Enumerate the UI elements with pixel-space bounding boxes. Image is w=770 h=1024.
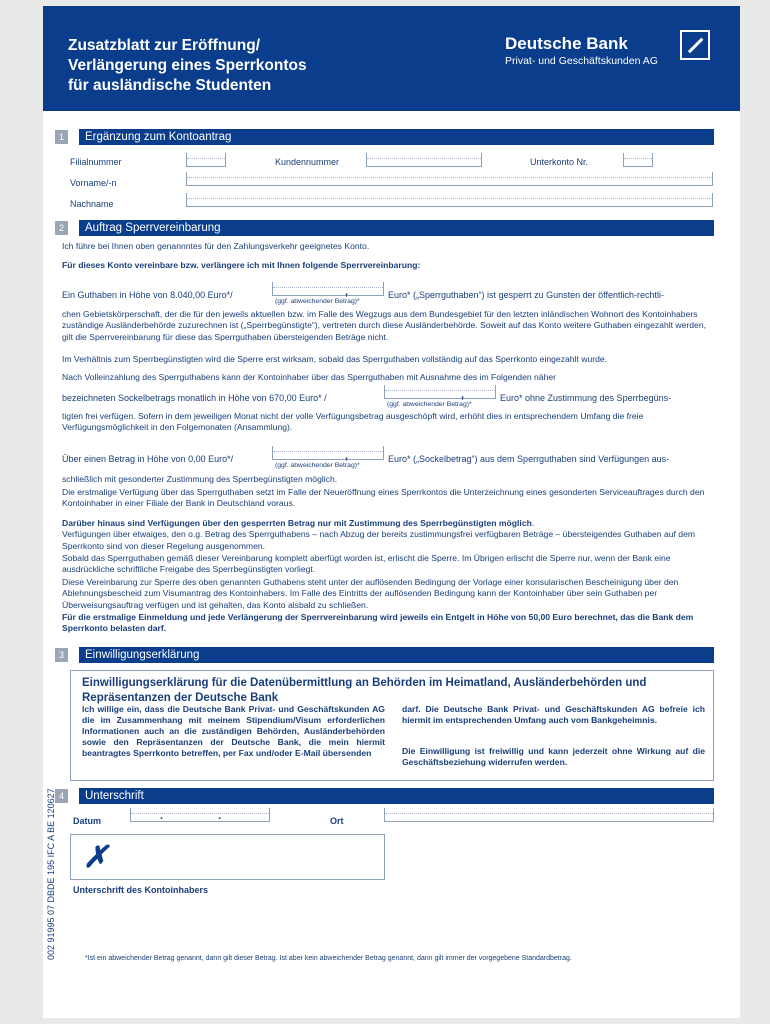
signature-x-icon: ✗	[83, 841, 109, 874]
guthaben-label: Ein Guthaben in Höhe von 8.040,00 Euro*/	[62, 290, 233, 300]
filiale-label: Filialnummer	[70, 157, 122, 167]
s2-p3: chen Gebietskörperschaft, der die für den jeweils aktuellen bzw. im Falle des Wegzugs aus dem Bundesgebiet für den letzten inländischen Wohnort des Kontoinhabers zuständige Ausländerbehörde zuzurechnen ist („Sperrbegünstigte“), vertreten durch diese Ausländerbehörde. Soweit auf das Konto weitere Guthaben eingezahlt werden, gilt die Sperrvereinbarung für diese das Sperrguthaben übersteigenden Beträge nicht.	[62, 309, 706, 342]
s2-p9-bold: Darüber hinaus sind Verfügungen über den gesperrten Betrag nur mit Zustimmung des Sperrbegünstigten möglich	[62, 518, 532, 528]
s2-p7: schließlich mit gesonderter Zustimmung des Sperrbegünstigten möglich.	[62, 474, 338, 484]
section-4-number: 4	[55, 789, 68, 803]
guthaben-field[interactable]	[272, 282, 384, 296]
s2-intro: Ich führe bei Ihnen oben genannntes für den Zahlungsverkehr geeignetes Konto.	[62, 241, 370, 251]
s2-p9-text: Verfügungen über etwaiges, den o.g. Betrag des Sperrguthabens – nach Abzug der bereits zustimmungsfrei verfügbaren Beträge – übersteigendes Guthaben auf dem Sperrkonto sind von dieser Regelung ausgenommen.	[62, 529, 696, 551]
guthaben-hint: (ggf. abweichender Betrag)*	[275, 298, 360, 305]
betrag-label: Über einen Betrag in Höhe von 0,00 Euro*/	[62, 454, 234, 464]
deutsche-bank-logo-icon	[680, 30, 710, 60]
form-title: Zusatzblatt zur Eröffnung/ Verlängerung eines Sperrkontos für ausländische Studenten	[68, 37, 307, 94]
consent-right-text-1: darf. Die Deutsche Bank Privat- und Geschäftskunden AG befreie ich hiermit im entsprechenden Umfang auch vom Bankgeheimnis.	[402, 704, 705, 725]
nachname-label: Nachname	[70, 199, 114, 209]
s2-p11: Diese Vereinbarung zur Sperre des oben genannten Guthabens steht unter der auflösenden Bedingung der Vorlage einer konsularischen Bescheinigung über den Ablehnungsbescheid zum Visumantrag des Kontoinhabers. Im Falle des Eintritts der auflösenden Bedingung kann der Kontoinhaber über sein Guthaben per Überweisungsauftrag verfügen und ist gehalten, das Konto alsbald zu schließen.	[62, 577, 679, 610]
s2-p12: Für die erstmalige Einmeldung und jede Verlängerung der Sperrvereinbarung wird jeweils ein Entgelt in Höhe von 50,00 Euro berechnet, das die Bank dem Sperrkonto belasten darf.	[62, 612, 694, 634]
section-2-title: Auftrag Sperrvereinbarung	[79, 220, 714, 236]
section-2-number: 2	[55, 221, 68, 235]
signature-field[interactable]	[70, 834, 385, 880]
kunde-label: Kundennummer	[275, 157, 340, 167]
unterkonto-field[interactable]	[623, 153, 653, 167]
ort-label: Ort	[330, 816, 344, 826]
s2-p8: Die erstmalige Verfügung über das Sperrguthaben setzt im Falle der Neueröffnung eines Sperrkontos die Unterzeichnung eines gesonderten Serviceauftrages durch den Kontoinhaber in einer Filiale der Bank in Deutschland voraus.	[62, 487, 705, 509]
sockel-label-2: Euro* ohne Zustimmung des Sperrbegüns-	[500, 393, 672, 403]
section-1-number: 1	[55, 130, 68, 144]
filiale-field[interactable]	[186, 153, 226, 167]
sockel-label: bezeichneten Sockelbetrags monatlich in Höhe von 670,00 Euro* /	[62, 393, 327, 403]
datum-dots: . .	[160, 810, 248, 822]
form-code: 002 91995 07 DBDE 195 IFC A BE 120627	[46, 788, 56, 960]
section-1-title: Ergänzung zum Kontoantrag	[79, 129, 714, 145]
section-3-number: 3	[55, 648, 68, 662]
guthaben-comma: ,	[345, 286, 349, 298]
signature-label: Unterschrift des Kontoinhabers	[73, 885, 209, 895]
footnote: *Ist ein abweichender Betrag genannt, dann gilt dieser Betrag. Ist aber kein abweichender Betrag genannt, dann gilt immer der vorgegebene Standardbetrag.	[85, 955, 572, 962]
consent-heading: Einwilligungserklärung für die Datenübermittlung an Behörden im Heimatland, Ausländerbehörden und Repräsentanzen der Deutsche Bank	[82, 677, 647, 704]
consent-right-text-2: Die Einwilligung ist freiwillig und kann jederzeit ohne Wirkung auf die Geschäftsbeziehung widerrufen werden.	[402, 746, 705, 767]
bank-subtitle: Privat- und Geschäftskunden AG	[505, 55, 658, 67]
unterkonto-label: Unterkonto Nr.	[530, 157, 589, 167]
nachname-field[interactable]	[186, 193, 713, 207]
s2-p9: Darüber hinaus sind Verfügungen über den gesperrten Betrag nur mit Zustimmung des Sperrbegünstigten möglich. Verfügungen über etwaiges, den o.g. Betrag des Sperrguthabens – nach Abzug der bereits zustimmungsfrei verfügbaren Beträge – übersteigendes Guthaben auf dem Sperrkonto sind von dieser Regelung ausgenommen.	[62, 518, 696, 551]
guthaben-label-2: Euro* („Sperrguthaben“) ist gesperrt zu Gunsten der öffentlich-rechtli-	[388, 290, 664, 300]
sockel-monthly-field[interactable]	[384, 385, 496, 399]
sockel-comma: ,	[461, 389, 465, 401]
s2-intro-bold: Für dieses Konto vereinbare bzw. verlängere ich mit Ihnen folgende Sperrvereinbarung:	[62, 260, 421, 270]
betrag-comma: ,	[345, 450, 349, 462]
betrag-field[interactable]	[272, 446, 384, 460]
betrag-label-2: Euro* („Sockelbetrag“) aus dem Sperrguthaben sind Verfügungen aus-	[388, 454, 670, 464]
s2-p10: Sobald das Sperrguthaben gemäß dieser Vereinbarung komplett aberfügt worden ist, erlischt die Sperre. Im Übrigen erlischt die Sperre nur, wenn der Bank eine ausdrückliche schriftliche Freigabe des Sperrbegünstigten vorliegt.	[62, 553, 671, 575]
vorname-field[interactable]	[186, 172, 713, 186]
vorname-label: Vorname/-n	[70, 178, 117, 188]
s2-p4: Im Verhältnis zum Sperrbegünstigten wird die Sperre erst wirksam, sobald das Sperrguthaben vollständig auf das Sperrkonto eingezahlt wurde.	[62, 354, 608, 364]
s2-p6: tigten frei verfügen. Sofern in dem jeweiligen Monat nicht der volle Verfügungsbetrag ausgeschöpft wird, erhöht dies in entsprechendem Umfang die freie Verfügungsmöglichkeit in den Folgemonaten (Ansammlung).	[62, 411, 644, 433]
betrag-hint: (ggf. abweichender Betrag)*	[275, 462, 360, 469]
ort-field[interactable]	[384, 808, 714, 822]
s2-p5: Nach Volleinzahlung des Sperrguthabens kann der Kontoinhaber über das Sperrguthaben mit Ausnahme des im Folgenden näher	[62, 372, 556, 382]
section-3-title: Einwilligungserklärung	[79, 647, 714, 663]
sockel-hint: (ggf. abweichender Betrag)*	[387, 401, 472, 408]
kunde-field[interactable]	[366, 153, 482, 167]
datum-label: Datum	[73, 816, 102, 826]
section-4-title: Unterschrift	[79, 788, 714, 804]
bank-name: Deutsche Bank	[505, 34, 628, 53]
consent-left-text: Ich willige ein, dass die Deutsche Bank Privat- und Geschäftskunden AG die im Zusammenhang mit meinem Stipendium/Visum erforderlichen Informationen auch an die zuständigen Behörden, Ausländerbehörden sowie den Repräsentanzen der Deutsche Bank, die mein hiermit beantragtes Sperrkonto betreffen, per Fax und/oder E-Mail übersenden	[82, 704, 385, 758]
